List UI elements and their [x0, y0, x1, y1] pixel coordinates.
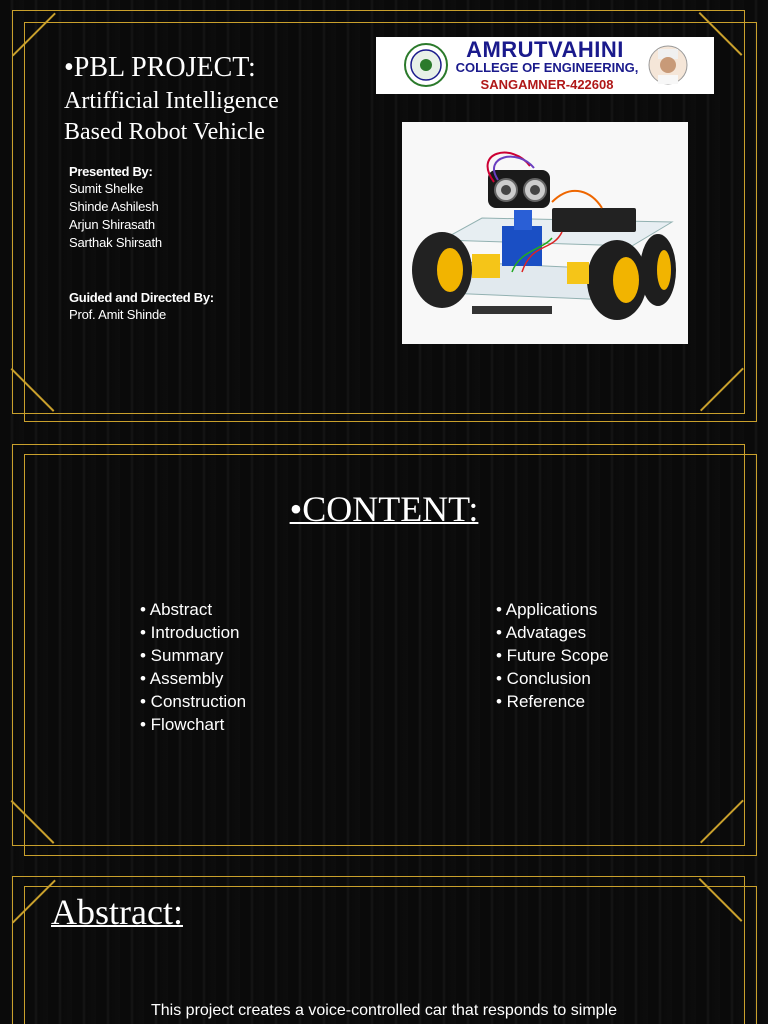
college-line3: SANGAMNER-422608	[480, 77, 614, 92]
college-banner	[376, 37, 714, 94]
abstract-title: Abstract:	[51, 892, 183, 932]
content-item: • Reference	[496, 692, 586, 711]
college-name: AMRUTVAHINI	[466, 37, 624, 62]
content-item: • Conclusion	[496, 669, 591, 688]
presenter-name: Shinde Ashilesh	[69, 199, 159, 214]
presenter-list	[69, 180, 162, 252]
content-item: • Applications	[496, 600, 598, 619]
subtitle-line: Artifficial Intelligence	[64, 88, 279, 114]
content-item: • Summary	[140, 646, 224, 665]
robot-car-icon	[402, 122, 688, 344]
presenter-name: Sarthak Shirsath	[69, 235, 162, 250]
content-list-left	[140, 598, 246, 736]
content-title	[0, 488, 768, 530]
project-subtitle	[64, 86, 279, 148]
content-item: • Assembly	[140, 669, 224, 688]
guide-name: Prof. Amit Shinde	[69, 307, 167, 322]
abstract-text: This project creates a voice-controlled car that responds to simple	[151, 1002, 617, 1019]
robot-vehicle-image	[402, 122, 688, 344]
content-item: • Advatages	[496, 623, 587, 642]
content-item: • Abstract	[140, 600, 213, 619]
content-item: • Introduction	[140, 623, 240, 642]
content-title-text: •CONTENT:	[289, 489, 479, 529]
content-item: • Flowchart	[140, 715, 225, 734]
content-item: • Construction	[140, 692, 247, 711]
content-list-right	[496, 598, 609, 713]
presenter-name: Sumit Shelke	[69, 181, 144, 196]
subtitle-line: Based Robot Vehicle	[64, 119, 265, 145]
presenter-name: Arjun Shirasath	[69, 217, 155, 232]
college-line2: COLLEGE OF ENGINEERING,	[455, 60, 639, 75]
content-item: • Future Scope	[496, 646, 609, 665]
project-title: •PBL PROJECT:	[64, 52, 256, 83]
presented-by-label: Presented By:	[69, 164, 153, 179]
guided-by-label: Guided and Directed By:	[69, 290, 214, 305]
